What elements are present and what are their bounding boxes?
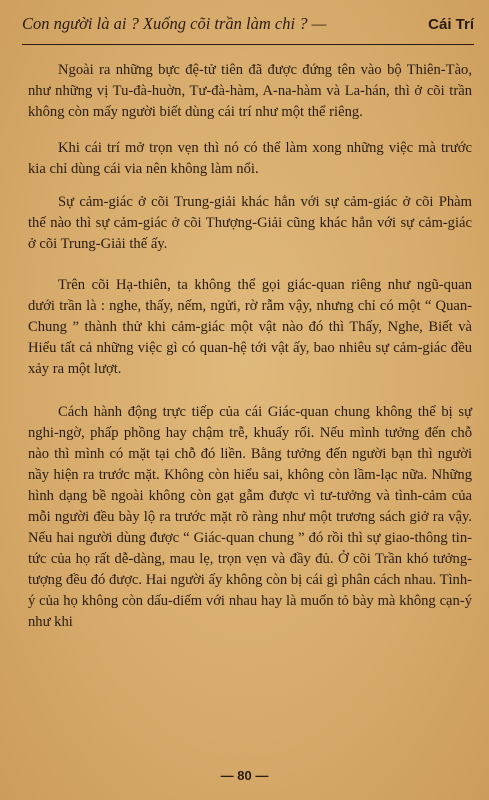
paragraph: Sự cảm-giác ở cõi Trung-giải khác hẳn với sự cảm-giác ở cõi Phàm thế nào thì sự cảm-giác ở cõi Thượng-Giải cũng khác hẳn với sự cảm-giác ở cõi Trung-Giải thế ấy.	[28, 194, 472, 252]
paragraph: Trên cõi Hạ-thiên, ta không thể gọi giác-quan riêng như ngũ-quan dưới trần là : nghe, thấy, nếm, ngửi, rờ rẫm vậy, nhưng chỉ có một “ Quan-Chung ” thành thử khi cảm-giác một vật nào đó thì Thấy, Nghe, Biết và Hiểu tất cả những việc gì có quan-hệ tới vật ấy, bao nhiêu sự cảm-giác đều xảy ra một lượt.	[28, 277, 472, 377]
header-rule	[22, 44, 474, 45]
running-header	[22, 14, 474, 34]
header-title: Con người là ai ? Xuống cõi trần làm chi ? —	[22, 14, 327, 33]
page-number: — 80 —	[220, 768, 269, 783]
header-author: Cái Trí	[428, 16, 474, 33]
body-text	[28, 60, 472, 633]
paragraph: Cách hành động trực tiếp của cái Giác-quan chung không thể bị sự nghi-ngờ, phấp phồng hay chậm trễ, khuấy rối. Nếu mình tưởng đến chỗ nào thì mình có mặt tại chỗ đó liền. Bằng tưởng đến người bạn thì người nầy hiện ra trước mặt. Không còn hiểu sai, không còn lầm-lạc nữa. Những hình dạng bề ngoài không còn gạt gẫm được vì tư-tưởng và tình-cảm của mỗi người đều bày lộ ra trước mặt rõ ràng như một trương sách giở ra vậy. Nếu hai người dùng được “ Giác-quan chung ” đó rồi thì sự giao-thông tin-tức của họ rất dễ-dàng, mau lẹ, trọn vẹn và đầy đủ. Ở cõi Trần khó tưởng-tượng đều đó được. Hai người ấy không còn bị cái gì phân cách nhau. Tình-ý của họ không còn dấu-diếm với nhau hay là muốn tỏ bày mà không cạn-ý như khi	[28, 404, 472, 630]
paragraph: Ngoài ra những bực đệ-tử tiên đã được đứng tên vào bộ Thiên-Tào, như những vị Tu-đà-huờn, Tư-đà-hàm, A-na-hàm và La-hán, thì ở cõi trần không còn mấy người biết dùng cái trí như một thể riêng.	[28, 62, 472, 120]
paragraph: Khi cái trí mở trọn vẹn thì nó có thể làm xong những việc mà trước kia chỉ dùng cái via nên không làm nổi.	[28, 140, 472, 177]
